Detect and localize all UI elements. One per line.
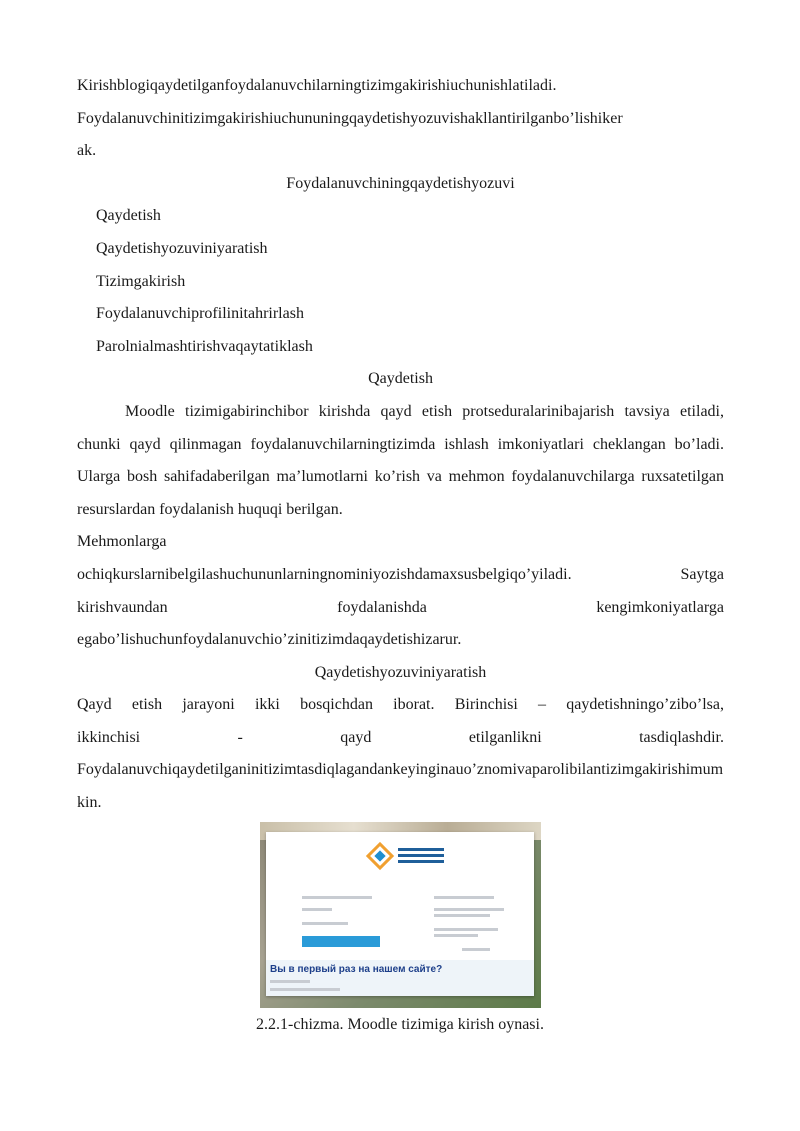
screenshot-first-visit-heading: Вы в первый раз на нашем сайте? bbox=[270, 964, 443, 975]
spread-word: ikkinchisi bbox=[77, 728, 141, 746]
registration-spread-line bbox=[77, 592, 724, 625]
document-body bbox=[77, 70, 724, 820]
list-item: Qaydetish bbox=[96, 207, 161, 225]
spread-word: qayd bbox=[340, 728, 372, 746]
registration-open-courses-line: ochiqkurslarnibelgilashuchununlarningnominiyozishdamaxsusbelgiqo’yiladi. Saytga bbox=[77, 565, 724, 583]
registration-guests-line: Mehmonlarga bbox=[77, 533, 167, 551]
spread-word: kirishvaundan bbox=[77, 598, 168, 616]
screenshot-first-visit-panel bbox=[266, 960, 534, 996]
moodle-login-screenshot bbox=[260, 822, 541, 1008]
spread-word: etilganlikni bbox=[468, 728, 542, 746]
spread-word: foydalanishda bbox=[337, 598, 427, 616]
screenshot-guest-note bbox=[434, 934, 478, 937]
screenshot-first-visit-text bbox=[270, 988, 340, 991]
registration-paragraph: Moodle tizimigabirinchibor kirishda qayd etish protseduralarinibajarish tavsiya etiladi, chunki qayd qilinmagan foydalanuvchilarningtizimda ishlash imkoniyatlari cheklangan bo’ladi. Ularga bosh sahifadaberilgan ma’lumotlarni ko’rish va mehmon foydalanuvchilarga ruxsatetilgan resurslardan foydalanish huquqi berilgan. bbox=[77, 402, 724, 518]
spread-word: tasdiqlashdir. bbox=[639, 728, 724, 746]
screenshot-login-button bbox=[302, 936, 380, 947]
list-item: Qaydetishyozuviniyaratish bbox=[96, 239, 268, 257]
registration-closing-line: egabo’lishuchunfoydalanuvchio’zinitizimdaqaydetishizarur. bbox=[77, 631, 462, 649]
screenshot-remember-checkbox bbox=[302, 922, 348, 925]
logo-wordmark bbox=[398, 848, 444, 866]
screenshot-password-field bbox=[302, 908, 332, 911]
screenshot-cookies-note bbox=[434, 914, 490, 917]
screenshot-cookies-note bbox=[434, 908, 504, 911]
create-paragraph-line-1: Qayd etish jarayoni ikki bosqichdan iborat. Birinchisi – qaydetishningo’zibo’lsa, bbox=[77, 696, 724, 714]
heading-create-record: Qaydetishyozuviniyaratish bbox=[314, 663, 487, 681]
figure-caption: 2.2.1-chizma. Moodle tizimiga kirish oynasi. bbox=[256, 1016, 544, 1033]
spread-word: kengimkoniyatlarga bbox=[596, 598, 724, 616]
list-item: Foydalanuvchiprofilinitahrirlash bbox=[96, 305, 304, 323]
screenshot-username-field bbox=[302, 896, 372, 899]
screenshot-guest-note bbox=[434, 928, 498, 931]
topic-list bbox=[77, 200, 724, 363]
intro-line-2: Foydalanuvchinitizimgakirishiuchununingqaydetishyozuvishakllantirilganbo’lishiker bbox=[77, 109, 623, 127]
create-paragraph-line-3: Foydalanuvchiqaydetilganinitizimtasdiqlagandankeyinginauo’znomivaparolibilantizimgakirishimumkin. bbox=[77, 761, 724, 812]
intro-line-3: ak. bbox=[77, 142, 97, 160]
heading-registration: Qaydetish bbox=[368, 370, 433, 388]
intro-line-1: Kirishblogiqaydetilganfoydalanuvchilarningtizimgakirishiuchunishlatiladi. bbox=[77, 77, 557, 94]
screenshot-guest-button bbox=[462, 948, 490, 951]
screenshot-forgot-link bbox=[434, 896, 494, 899]
create-spread-line bbox=[77, 722, 724, 755]
logo-icon bbox=[366, 842, 394, 870]
list-item: Parolnialmashtirishvaqaytatiklash bbox=[96, 337, 313, 355]
list-item: Tizimgakirish bbox=[96, 272, 186, 290]
heading-registration-record: Foydalanuvchiningqaydetishyozuvi bbox=[286, 174, 515, 192]
spread-word: - bbox=[237, 728, 243, 746]
screenshot-first-visit-text bbox=[270, 980, 310, 983]
